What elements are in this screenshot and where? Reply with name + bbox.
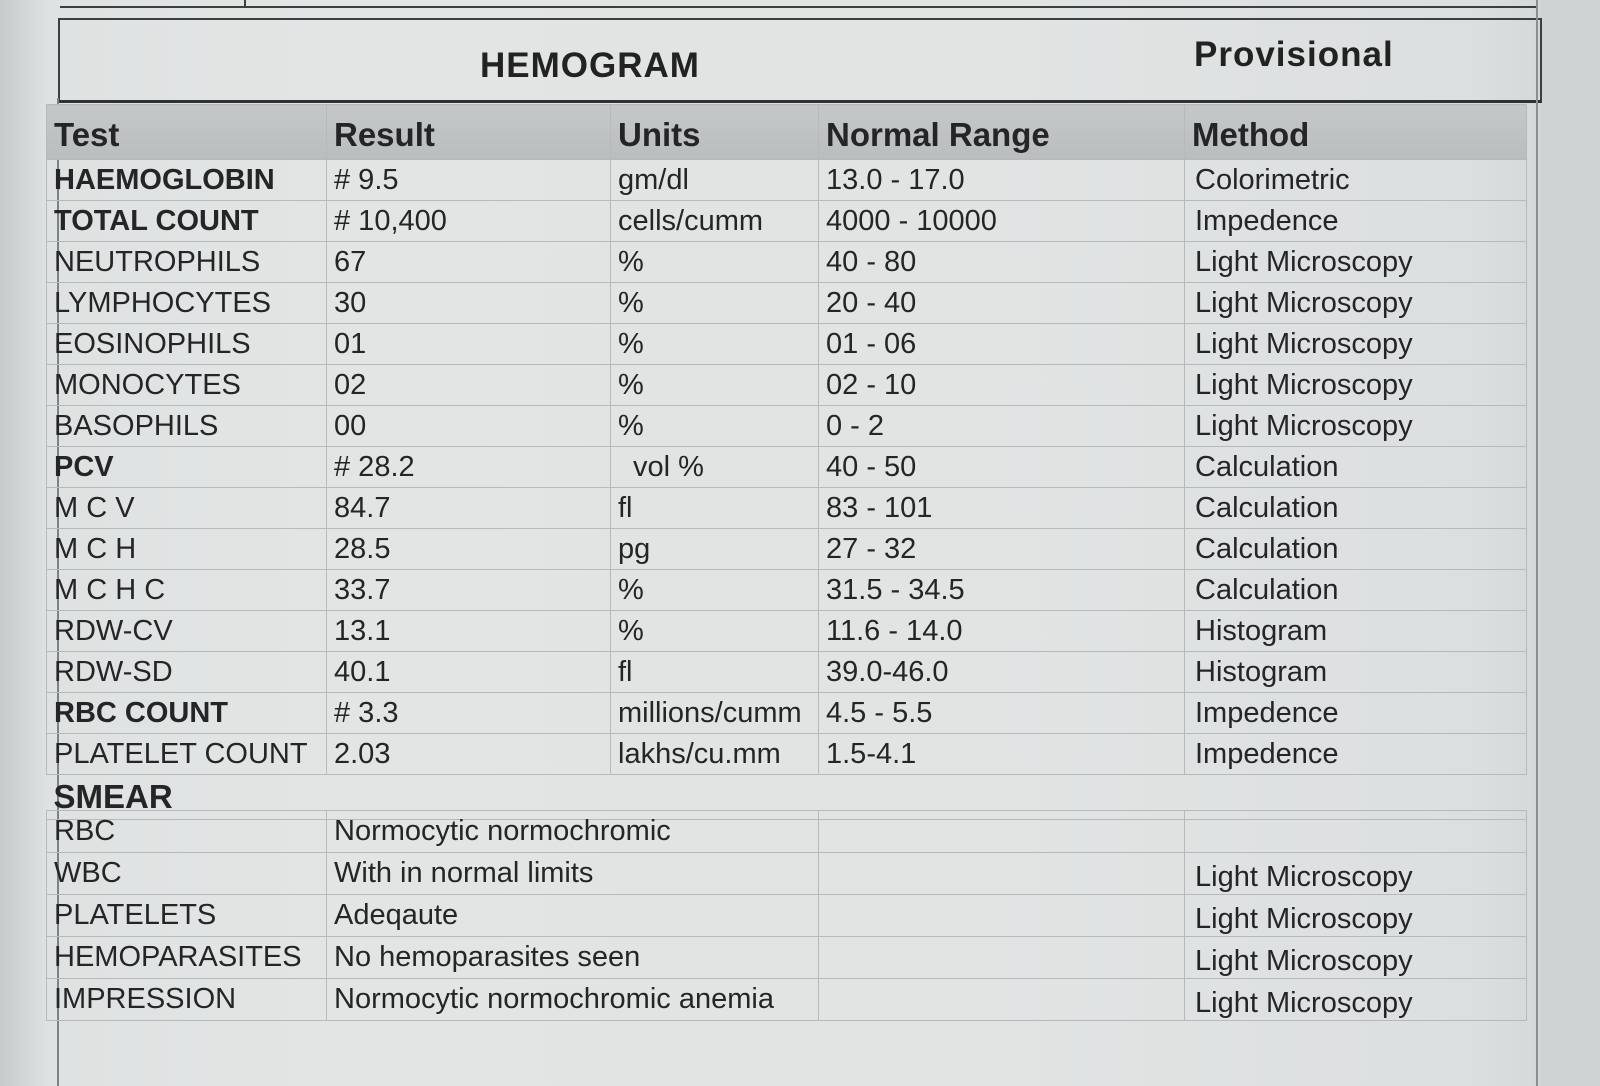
method: Impedence (1185, 734, 1527, 775)
smear-heading: SMEAR (47, 775, 1527, 820)
report-title: HEMOGRAM (480, 46, 700, 85)
smear-method: Light Microscopy (1185, 937, 1527, 979)
method: Light Microscopy (1185, 324, 1527, 365)
normal-range: 40 - 80 (819, 242, 1185, 283)
normal-range: 4.5 - 5.5 (819, 693, 1185, 734)
method: Impedence (1185, 201, 1527, 242)
units: fl (611, 652, 819, 693)
result-value: 30 (327, 283, 611, 324)
table-row (47, 693, 1527, 734)
smear-result: With in normal limits (327, 853, 819, 895)
units: cells/cumm (611, 201, 819, 242)
table-row (47, 529, 1527, 570)
smear-range (819, 979, 1185, 1021)
smear-result: Normocytic normochromic anemia (327, 979, 819, 1021)
smear-test-name: IMPRESSION (47, 979, 327, 1021)
smear-method: Light Microscopy (1185, 979, 1527, 1021)
test-name: LYMPHOCYTES (47, 283, 327, 324)
test-name: PLATELET COUNT (47, 734, 327, 775)
table-row (47, 365, 1527, 406)
method: Light Microscopy (1185, 283, 1527, 324)
method: Histogram (1185, 611, 1527, 652)
smear-method: Light Microscopy (1185, 853, 1527, 895)
test-name: RBC COUNT (47, 693, 327, 734)
smear-range (819, 895, 1185, 937)
table-row (47, 734, 1527, 775)
method: Calculation (1185, 488, 1527, 529)
smear-method (1185, 811, 1527, 853)
normal-range: 39.0-46.0 (819, 652, 1185, 693)
table-header-row (47, 105, 1527, 160)
previous-section-border (60, 0, 1538, 8)
table-row (47, 201, 1527, 242)
units: fl (611, 488, 819, 529)
result-value: 28.5 (327, 529, 611, 570)
method: Histogram (1185, 652, 1527, 693)
result-value: 40.1 (327, 652, 611, 693)
method: Light Microscopy (1185, 242, 1527, 283)
units: vol % (611, 447, 819, 488)
test-name: NEUTROPHILS (47, 242, 327, 283)
smear-result: No hemoparasites seen (327, 937, 819, 979)
normal-range: 31.5 - 34.5 (819, 570, 1185, 611)
units: % (611, 570, 819, 611)
normal-range: 11.6 - 14.0 (819, 611, 1185, 652)
table-row (47, 488, 1527, 529)
units: % (611, 283, 819, 324)
column-header-result: Result (327, 105, 611, 160)
result-value: # 28.2 (327, 447, 611, 488)
smear-test-name: RBC (47, 811, 327, 853)
normal-range: 13.0 - 17.0 (819, 160, 1185, 201)
column-header-range: Normal Range (819, 105, 1185, 160)
normal-range: 40 - 50 (819, 447, 1185, 488)
units: % (611, 406, 819, 447)
report-status: Provisional (1194, 35, 1394, 74)
table-row (47, 570, 1527, 611)
right-border (1536, 0, 1538, 1086)
column-header-method: Method (1185, 105, 1527, 160)
normal-range: 4000 - 10000 (819, 201, 1185, 242)
normal-range: 1.5-4.1 (819, 734, 1185, 775)
smear-test-name: PLATELETS (47, 895, 327, 937)
table-row (47, 242, 1527, 283)
test-name: RDW-CV (47, 611, 327, 652)
result-value: # 9.5 (327, 160, 611, 201)
table-row (47, 283, 1527, 324)
smear-table (46, 810, 1527, 1021)
test-name: M C V (47, 488, 327, 529)
result-value: 33.7 (327, 570, 611, 611)
units: % (611, 324, 819, 365)
test-name: EOSINOPHILS (47, 324, 327, 365)
test-name: RDW-SD (47, 652, 327, 693)
normal-range: 01 - 06 (819, 324, 1185, 365)
smear-range (819, 811, 1185, 853)
normal-range: 0 - 2 (819, 406, 1185, 447)
test-name: TOTAL COUNT (47, 201, 327, 242)
method: Colorimetric (1185, 160, 1527, 201)
table-row (47, 853, 1527, 895)
units: lakhs/cu.mm (611, 734, 819, 775)
units: % (611, 365, 819, 406)
result-value: 13.1 (327, 611, 611, 652)
smear-result: Normocytic normochromic (327, 811, 819, 853)
smear-test-name: HEMOPARASITES (47, 937, 327, 979)
test-name: M C H C (47, 570, 327, 611)
normal-range: 20 - 40 (819, 283, 1185, 324)
column-header-test: Test (47, 105, 327, 160)
units: pg (611, 529, 819, 570)
method: Calculation (1185, 447, 1527, 488)
result-value: 00 (327, 406, 611, 447)
table-row (47, 160, 1527, 201)
table-row (47, 652, 1527, 693)
result-value: # 10,400 (327, 201, 611, 242)
smear-method: Light Microscopy (1185, 895, 1527, 937)
column-header-units: Units (611, 105, 819, 160)
result-value: 2.03 (327, 734, 611, 775)
smear-test-name: WBC (47, 853, 327, 895)
normal-range: 83 - 101 (819, 488, 1185, 529)
table-row (47, 811, 1527, 853)
smear-range (819, 937, 1185, 979)
units: % (611, 611, 819, 652)
method: Light Microscopy (1185, 406, 1527, 447)
method: Impedence (1185, 693, 1527, 734)
result-value: 67 (327, 242, 611, 283)
units: millions/cumm (611, 693, 819, 734)
result-value: # 3.3 (327, 693, 611, 734)
result-value: 01 (327, 324, 611, 365)
table-row (47, 447, 1527, 488)
smear-result: Adeqaute (327, 895, 819, 937)
test-name: MONOCYTES (47, 365, 327, 406)
divider (244, 0, 246, 6)
hemogram-table (46, 104, 1527, 820)
table-row (47, 611, 1527, 652)
table-row (47, 324, 1527, 365)
smear-range (819, 853, 1185, 895)
smear-section (46, 810, 1526, 1021)
table-row (47, 979, 1527, 1021)
test-name: HAEMOGLOBIN (47, 160, 327, 201)
method: Calculation (1185, 570, 1527, 611)
table-row (47, 937, 1527, 979)
normal-range: 02 - 10 (819, 365, 1185, 406)
test-name: M C H (47, 529, 327, 570)
table-row (47, 406, 1527, 447)
units: gm/dl (611, 160, 819, 201)
page-margin (1540, 0, 1600, 1086)
normal-range: 27 - 32 (819, 529, 1185, 570)
test-name: BASOPHILS (47, 406, 327, 447)
table-row (47, 895, 1527, 937)
test-name: PCV (47, 447, 327, 488)
result-value: 84.7 (327, 488, 611, 529)
units: % (611, 242, 819, 283)
result-value: 02 (327, 365, 611, 406)
method: Light Microscopy (1185, 365, 1527, 406)
method: Calculation (1185, 529, 1527, 570)
